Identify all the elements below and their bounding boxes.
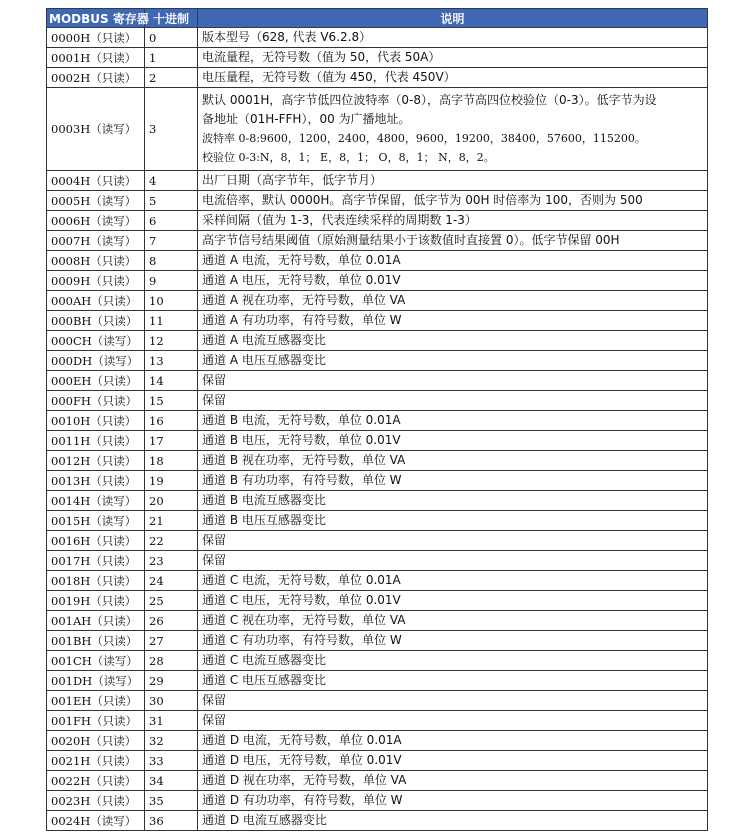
register-address-cell: 0001H（只读） (47, 48, 145, 68)
decimal-address-cell: 26 (145, 611, 198, 631)
description-line: 通道 A 视在功率，无符号数，单位 VA (202, 293, 406, 307)
table-row (47, 311, 708, 331)
table-header (47, 9, 708, 28)
table-row (47, 471, 708, 491)
description-cell (198, 491, 708, 511)
table-row (47, 371, 708, 391)
description-cell (198, 191, 708, 211)
description-cell (198, 68, 708, 88)
description-cell (198, 351, 708, 371)
description-line: 备地址（01H-FFH），00 为广播地址。 (202, 112, 411, 126)
decimal-address-cell: 23 (145, 551, 198, 571)
decimal-address-cell: 15 (145, 391, 198, 411)
register-address-cell: 0015H（读写） (47, 511, 145, 531)
description-line: 通道 A 电压，无符号数，单位 0.01V (202, 273, 401, 287)
decimal-address-cell: 35 (145, 791, 198, 811)
description-cell (198, 511, 708, 531)
description-cell (198, 591, 708, 611)
description-line: 波特率 0-8:9600，1200，2400，4800，9600，19200，38400，57600，115200。 (202, 132, 646, 145)
table-row (47, 271, 708, 291)
table-row (47, 351, 708, 371)
description-line: 通道 B 电压，无符号数，单位 0.01V (202, 433, 401, 447)
register-address-cell: 0020H（只读） (47, 731, 145, 751)
register-address-cell: 0009H（只读） (47, 271, 145, 291)
decimal-address-cell: 14 (145, 371, 198, 391)
register-address-cell: 000BH（只读） (47, 311, 145, 331)
table-row (47, 571, 708, 591)
description-cell (198, 811, 708, 831)
description-line: 保留 (202, 693, 227, 707)
table-row (47, 791, 708, 811)
description-cell (198, 431, 708, 451)
decimal-address-cell: 19 (145, 471, 198, 491)
register-address-cell: 0008H（只读） (47, 251, 145, 271)
description-cell (198, 631, 708, 651)
description-line: 通道 C 电流，无符号数，单位 0.01A (202, 573, 401, 587)
description-line: 电流倍率，默认 0000H。高字节保留，低字节为 00H 时倍率为 100，否则为 500 (202, 193, 643, 207)
modbus-register-table (46, 8, 708, 831)
description-line: 通道 D 有功功率，有符号数，单位 W (202, 793, 403, 807)
decimal-address-cell: 24 (145, 571, 198, 591)
description-cell (198, 791, 708, 811)
decimal-address-cell: 18 (145, 451, 198, 471)
register-address-cell: 000FH（只读） (47, 391, 145, 411)
register-address-cell: 0019H（只读） (47, 591, 145, 611)
register-address-cell: 000EH（只读） (47, 371, 145, 391)
description-cell (198, 171, 708, 191)
decimal-address-cell: 25 (145, 591, 198, 611)
description-cell (198, 211, 708, 231)
description-line: 保留 (202, 533, 227, 547)
decimal-address-cell: 30 (145, 691, 198, 711)
description-line: 通道 A 有功功率，有符号数，单位 W (202, 313, 402, 327)
register-address-cell: 0017H（只读） (47, 551, 145, 571)
decimal-address-cell: 11 (145, 311, 198, 331)
table-row (47, 551, 708, 571)
decimal-address-cell: 32 (145, 731, 198, 751)
description-cell (198, 711, 708, 731)
table-row (47, 171, 708, 191)
register-address-cell: 0018H（只读） (47, 571, 145, 591)
decimal-address-cell: 10 (145, 291, 198, 311)
description-cell (198, 391, 708, 411)
decimal-address-cell: 9 (145, 271, 198, 291)
description-line: 电压量程，无符号数（值为 450，代表 450V） (202, 70, 456, 84)
table-row (47, 491, 708, 511)
description-cell (198, 551, 708, 571)
header-row (47, 9, 708, 28)
description-cell (198, 271, 708, 291)
register-address-cell: 0013H（只读） (47, 471, 145, 491)
table-row (47, 331, 708, 351)
description-line: 通道 C 电压互感器变比 (202, 673, 327, 687)
register-address-cell: 0022H（只读） (47, 771, 145, 791)
description-cell (198, 48, 708, 68)
register-address-cell: 0021H（只读） (47, 751, 145, 771)
table-row (47, 591, 708, 611)
description-cell (198, 371, 708, 391)
register-address-cell: 0006H（读写） (47, 211, 145, 231)
description-line: 通道 A 电流，无符号数，单位 0.01A (202, 253, 401, 267)
description-line: 保留 (202, 713, 227, 727)
decimal-address-cell: 12 (145, 331, 198, 351)
decimal-address-cell: 34 (145, 771, 198, 791)
description-line: 高字节信号结果阈值（原始测量结果小于该数值时直接置 0）。低字节保留 00H (202, 233, 620, 247)
table-row (47, 231, 708, 251)
table-row (47, 771, 708, 791)
description-cell (198, 771, 708, 791)
table-row (47, 671, 708, 691)
decimal-address-cell: 17 (145, 431, 198, 451)
description-line: 通道 C 电流互感器变比 (202, 653, 327, 667)
register-address-cell: 0023H（只读） (47, 791, 145, 811)
decimal-address-cell: 21 (145, 511, 198, 531)
register-address-cell: 0011H（只读） (47, 431, 145, 451)
table-row (47, 431, 708, 451)
description-line: 通道 B 电流互感器变比 (202, 493, 326, 507)
description-line: 通道 B 视在功率，无符号数，单位 VA (202, 453, 406, 467)
decimal-address-cell: 31 (145, 711, 198, 731)
register-address-cell: 000AH（只读） (47, 291, 145, 311)
description-line: 通道 B 电压互感器变比 (202, 513, 326, 527)
register-address-cell: 0000H（只读） (47, 28, 145, 48)
decimal-address-cell: 6 (145, 211, 198, 231)
decimal-address-cell: 27 (145, 631, 198, 651)
decimal-address-cell: 7 (145, 231, 198, 251)
table-row (47, 391, 708, 411)
register-address-cell: 0005H（读写） (47, 191, 145, 211)
register-address-cell: 001BH（只读） (47, 631, 145, 651)
description-line: 通道 C 视在功率，无符号数，单位 VA (202, 613, 406, 627)
table-row (47, 411, 708, 431)
description-line: 保留 (202, 393, 227, 407)
decimal-address-cell: 33 (145, 751, 198, 771)
description-cell (198, 331, 708, 351)
description-line: 通道 B 电流，无符号数，单位 0.01A (202, 413, 401, 427)
description-cell (198, 251, 708, 271)
description-cell (198, 311, 708, 331)
table-row (47, 711, 708, 731)
description-line: 通道 C 有功功率，有符号数，单位 W (202, 633, 402, 647)
description-line: 默认 0001H，高字节低四位波特率（0-8），高字节高四位校验位（0-3）。低字节为设 (202, 93, 657, 107)
register-address-cell: 001DH（读写） (47, 671, 145, 691)
decimal-address-cell: 0 (145, 28, 198, 48)
description-line: 通道 D 电流，无符号数，单位 0.01A (202, 733, 402, 747)
decimal-address-cell: 16 (145, 411, 198, 431)
header-register: MODBUS 寄存器 (47, 9, 145, 28)
description-cell (198, 411, 708, 431)
description-line: 通道 C 电压，无符号数，单位 0.01V (202, 593, 401, 607)
register-address-cell: 0007H（读写） (47, 231, 145, 251)
register-address-cell: 0016H（只读） (47, 531, 145, 551)
table-row (47, 48, 708, 68)
description-cell (198, 291, 708, 311)
decimal-address-cell: 1 (145, 48, 198, 68)
decimal-address-cell: 13 (145, 351, 198, 371)
decimal-address-cell: 5 (145, 191, 198, 211)
description-line: 电流量程，无符号数（值为 50，代表 50A） (202, 50, 441, 64)
table-row (47, 631, 708, 651)
register-address-cell: 0002H（只读） (47, 68, 145, 88)
decimal-address-cell: 22 (145, 531, 198, 551)
description-cell (198, 88, 708, 171)
description-cell (198, 28, 708, 48)
table-body (47, 28, 708, 831)
register-address-cell: 001AH（只读） (47, 611, 145, 631)
table-row (47, 751, 708, 771)
table-row (47, 251, 708, 271)
description-line: 通道 B 有功功率，有符号数，单位 W (202, 473, 402, 487)
register-address-cell: 000CH（读写） (47, 331, 145, 351)
table-row (47, 811, 708, 831)
description-line: 保留 (202, 553, 227, 567)
register-address-cell: 0004H（只读） (47, 171, 145, 191)
description-line: 通道 A 电流互感器变比 (202, 333, 326, 347)
description-line: 出厂日期（高字节年，低字节月） (202, 173, 383, 187)
header-description: 说明 (198, 9, 708, 28)
table-row (47, 28, 708, 48)
decimal-address-cell: 29 (145, 671, 198, 691)
description-cell (198, 691, 708, 711)
description-line: 通道 D 视在功率，无符号数，单位 VA (202, 773, 407, 787)
description-line: 采样间隔（值为 1-3，代表连续采样的周期数 1-3） (202, 213, 477, 227)
register-address-cell: 0010H（只读） (47, 411, 145, 431)
table-row (47, 68, 708, 88)
description-cell (198, 571, 708, 591)
description-line: 通道 D 电压，无符号数，单位 0.01V (202, 753, 402, 767)
register-address-cell: 001EH（只读） (47, 691, 145, 711)
table-row (47, 691, 708, 711)
decimal-address-cell: 20 (145, 491, 198, 511)
table-row (47, 291, 708, 311)
register-address-cell: 0003H（读写） (47, 88, 145, 171)
description-cell (198, 611, 708, 631)
register-address-cell: 0012H（只读） (47, 451, 145, 471)
register-address-cell: 0014H（读写） (47, 491, 145, 511)
description-cell (198, 231, 708, 251)
description-cell (198, 751, 708, 771)
table-row (47, 451, 708, 471)
description-line: 校验位 0-3:N，8，1； E，8，1； O，8，1； N，8，2。 (202, 151, 495, 164)
table-row (47, 211, 708, 231)
description-line: 通道 A 电压互感器变比 (202, 353, 326, 367)
register-address-cell: 001FH（只读） (47, 711, 145, 731)
description-cell (198, 731, 708, 751)
table-row (47, 191, 708, 211)
description-cell (198, 451, 708, 471)
decimal-address-cell: 8 (145, 251, 198, 271)
description-cell (198, 651, 708, 671)
decimal-address-cell: 2 (145, 68, 198, 88)
decimal-address-cell: 36 (145, 811, 198, 831)
table-row (47, 511, 708, 531)
table-row (47, 731, 708, 751)
decimal-address-cell: 28 (145, 651, 198, 671)
table-row (47, 88, 708, 171)
header-decimal: 十进制 (145, 9, 198, 28)
register-address-cell: 001CH（读写） (47, 651, 145, 671)
register-address-cell: 000DH（读写） (47, 351, 145, 371)
decimal-address-cell: 3 (145, 88, 198, 171)
description-line: 通道 D 电流互感器变比 (202, 813, 327, 827)
description-cell (198, 531, 708, 551)
description-line: 版本型号（628, 代表 V6.2.8） (202, 30, 372, 44)
description-cell (198, 471, 708, 491)
description-cell (198, 671, 708, 691)
table-row (47, 531, 708, 551)
table-row (47, 651, 708, 671)
decimal-address-cell: 4 (145, 171, 198, 191)
table-row (47, 611, 708, 631)
register-address-cell: 0024H（读写） (47, 811, 145, 831)
description-line: 保留 (202, 373, 227, 387)
